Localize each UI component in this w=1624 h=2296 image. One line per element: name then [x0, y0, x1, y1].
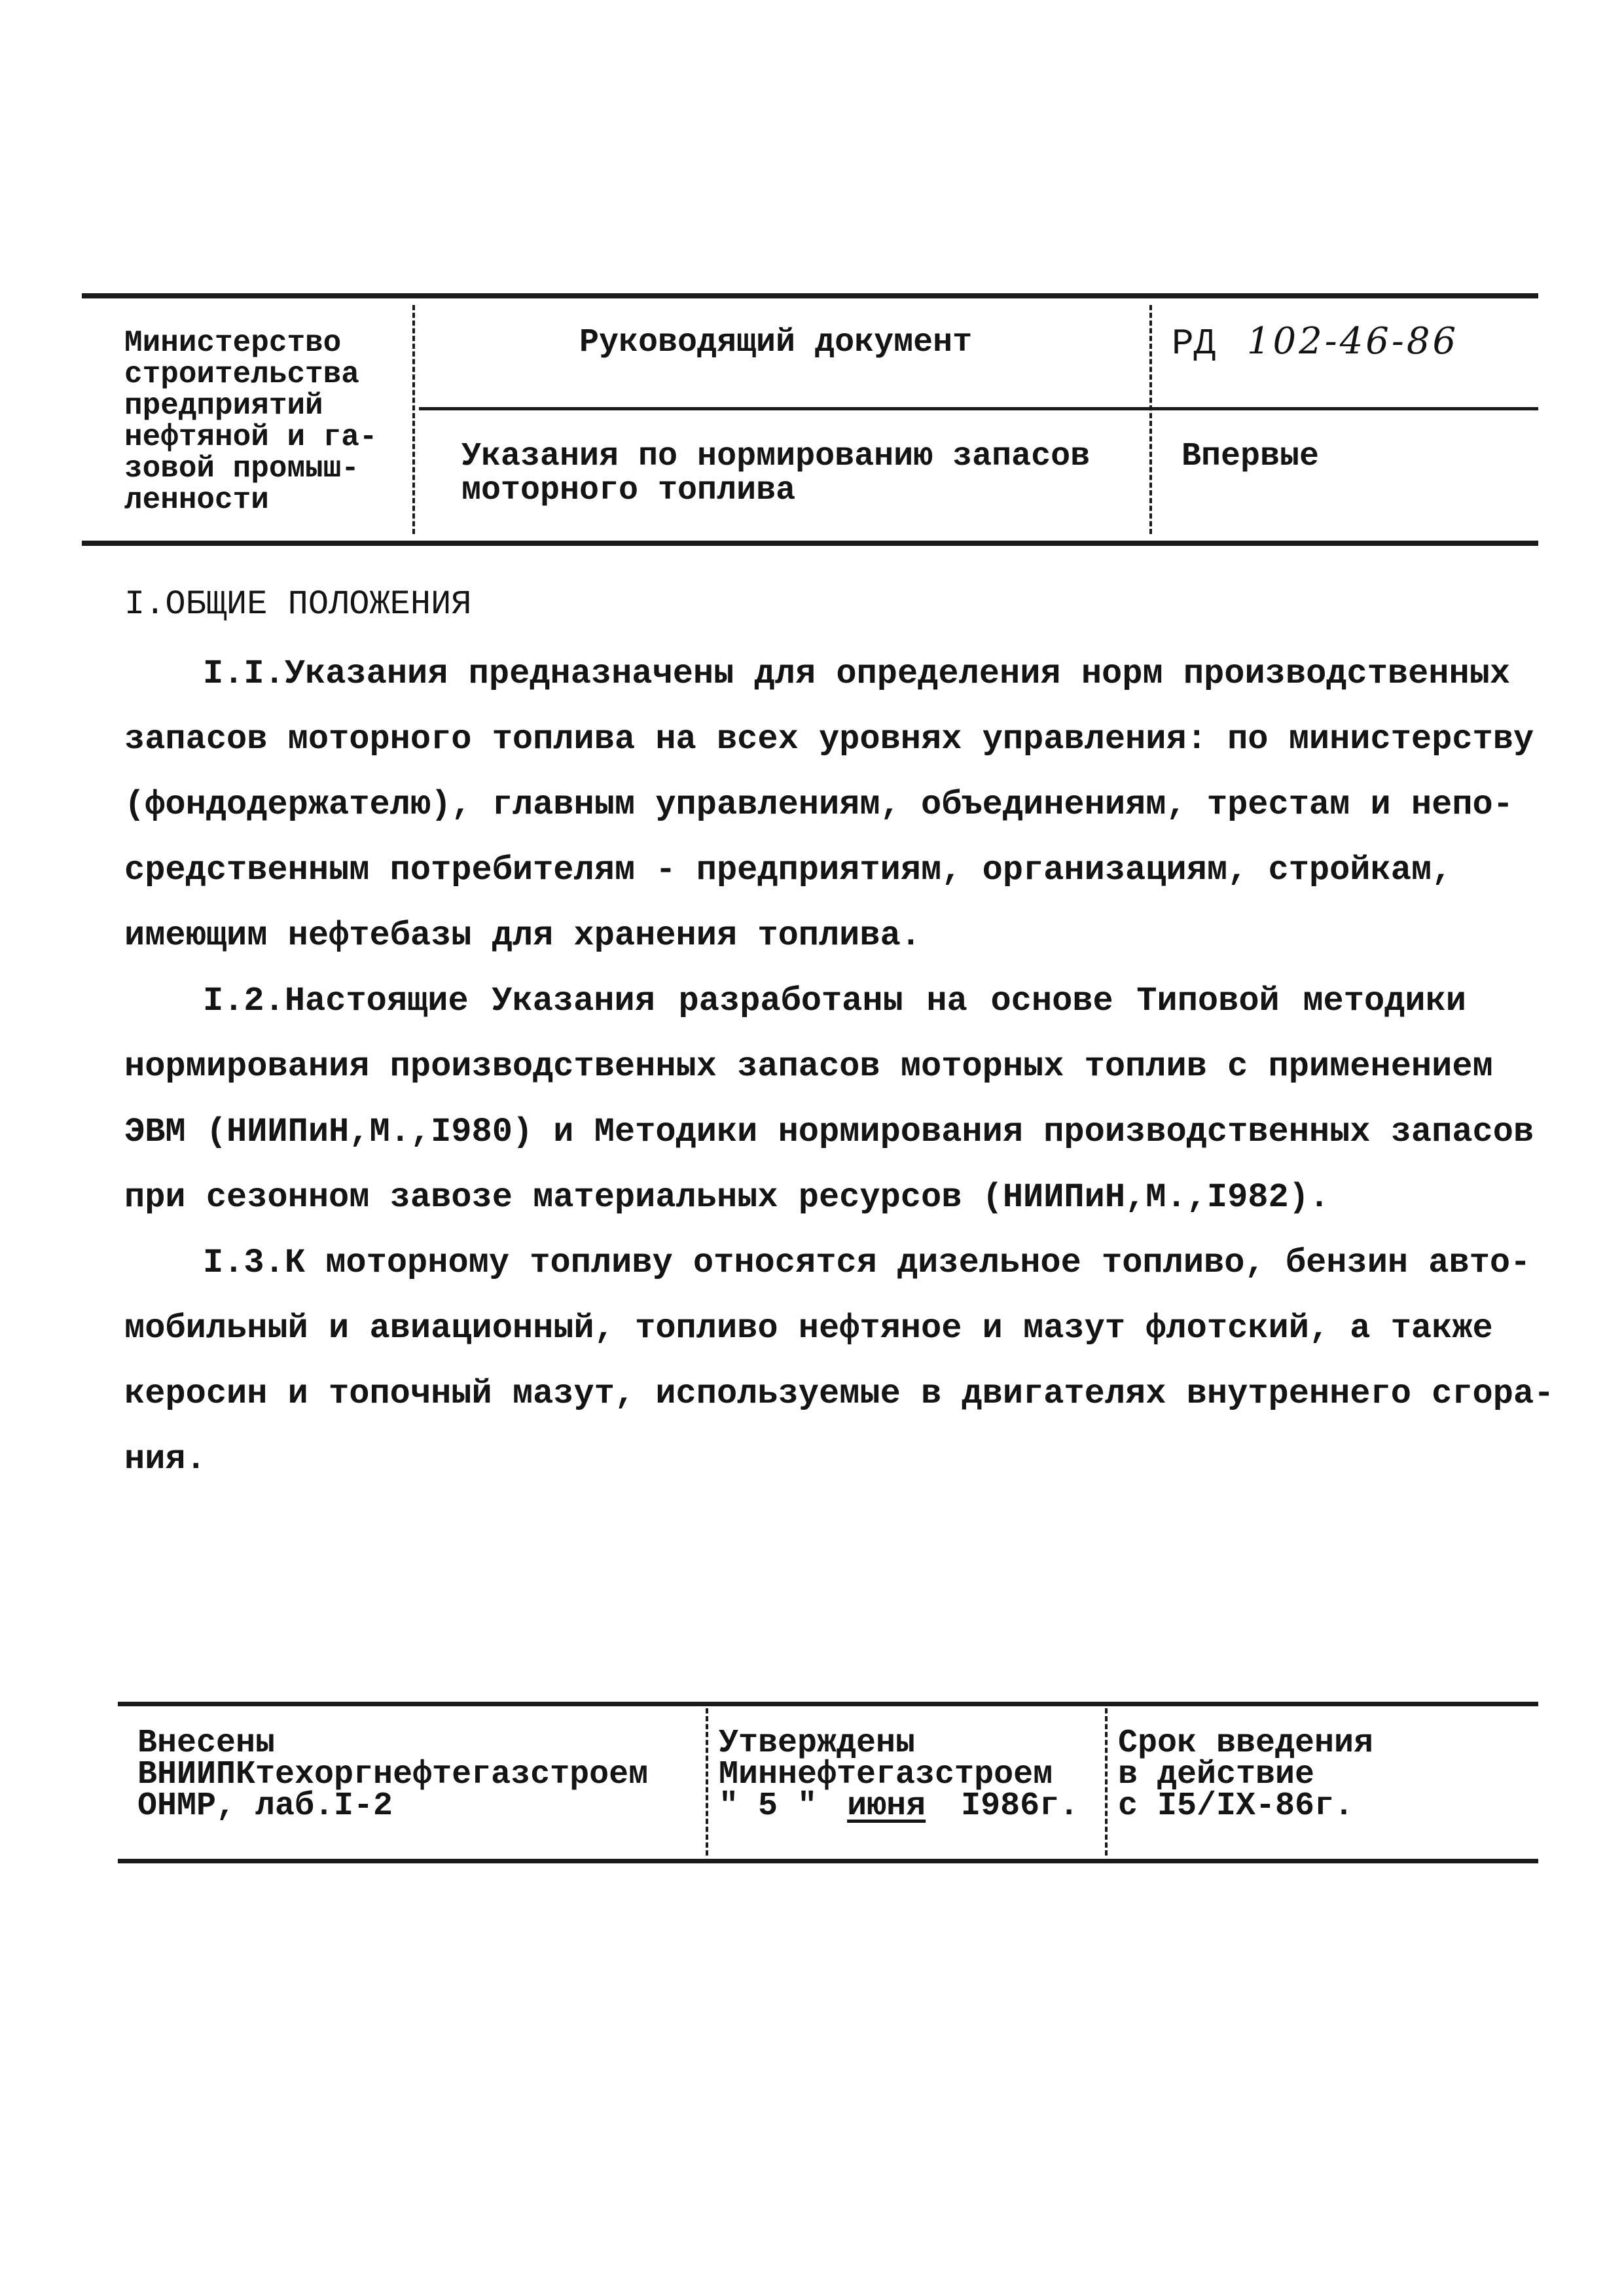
ministry-line: предприятий — [124, 389, 323, 423]
footer-divider-left — [706, 1708, 708, 1856]
doc-code-number: 102-46-86 — [1246, 320, 1459, 363]
paragraph-3-line: мобильный и авиационный, топливо нефтяное и мазут флотский, а также — [124, 1309, 1493, 1348]
paragraph-3-line: керосин и топочный мазут, используемые в двигателях внутреннего сгора- — [124, 1374, 1555, 1413]
doc-title-line: моторного топлива — [461, 472, 796, 509]
doc-title — [461, 440, 1129, 508]
ministry-line: зовой промыш- — [124, 452, 359, 486]
approved-date-quote: " — [719, 1787, 739, 1825]
paragraph-1-line: (фондодержателю), главным управлениям, объединениям, трестам и непо- — [124, 785, 1513, 824]
doc-title-line: Указания по нормированию запасов — [461, 438, 1091, 475]
submitted-line: Внесены — [137, 1725, 276, 1762]
effective-date — [1118, 1725, 1374, 1825]
paragraph-3-line: ния. — [124, 1440, 206, 1479]
submitted-by — [137, 1725, 649, 1825]
doc-type-label: Руководящий документ — [579, 324, 973, 361]
paragraph-1-line: средственным потребителям - предприятиям, организациям, стройкам, — [124, 851, 1453, 889]
approved-line: Миннефтегазстроем — [719, 1756, 1053, 1793]
ministry-line: строительства — [124, 357, 359, 391]
header-bottom-rule — [82, 541, 1538, 546]
ministry-line: ленности — [124, 483, 269, 517]
approved-date-quote: " — [797, 1787, 818, 1825]
effective-line: Срок введения — [1118, 1725, 1374, 1762]
header-middle-rule — [419, 407, 1538, 410]
approved-date-month: июня — [847, 1787, 926, 1825]
ministry-line: нефтяной и га- — [124, 420, 378, 454]
effective-line: в действие — [1118, 1756, 1315, 1793]
footer-top-rule — [118, 1702, 1538, 1706]
submitted-line: ВНИИПКтехоргнефтегазстроем — [137, 1756, 649, 1793]
paragraph-2-line: нормирования производственных запасов моторных топлив с применением — [124, 1047, 1493, 1086]
paragraph-1-line: I.I.Указания предназначены для определения норм производственных — [203, 655, 1511, 693]
paragraph-2-line: I.2.Настоящие Указания разработаны на основе Типовой методики — [203, 982, 1466, 1020]
paragraph-2-line: ЭВМ (НИИПиН,М.,I980) и Методики нормирования производственных запасов — [124, 1113, 1534, 1151]
footer-divider-right — [1105, 1708, 1108, 1856]
paragraph-2-line: при сезонном завозе материальных ресурсов (НИИПиН,М.,I982). — [124, 1178, 1330, 1217]
paragraph-1-line: имеющим нефтебазы для хранения топлива. — [124, 916, 921, 955]
approved-line: Утверждены — [719, 1725, 916, 1762]
approved-date-year: I986г. — [961, 1787, 1079, 1825]
paragraph-1-line: запасов моторного топлива на всех уровнях управления: по министерству — [124, 720, 1534, 759]
doc-code-prefix: РД — [1172, 323, 1216, 365]
ministry-line: Министерство — [124, 326, 342, 360]
ministry-name — [124, 327, 406, 516]
doc-code — [1172, 320, 1459, 365]
paragraph-3-line: I.3.К моторному топливу относятся дизельное топливо, бензин авто- — [203, 1244, 1531, 1282]
approved-date-day: 5 — [758, 1787, 778, 1825]
submitted-line: ОНМР, лаб.I-2 — [137, 1787, 393, 1825]
section-heading: I.ОБЩИЕ ПОЛОЖЕНИЯ — [124, 585, 472, 624]
effective-line: с I5/IX-86г. — [1118, 1787, 1354, 1825]
footer-bottom-rule — [118, 1859, 1538, 1863]
header-top-rule — [82, 293, 1538, 298]
header-divider-right — [1149, 305, 1152, 534]
approved-date — [719, 1787, 1079, 1825]
approved-by — [719, 1725, 1079, 1825]
doc-status: Впервые — [1182, 438, 1320, 475]
header-divider-left — [412, 305, 415, 534]
